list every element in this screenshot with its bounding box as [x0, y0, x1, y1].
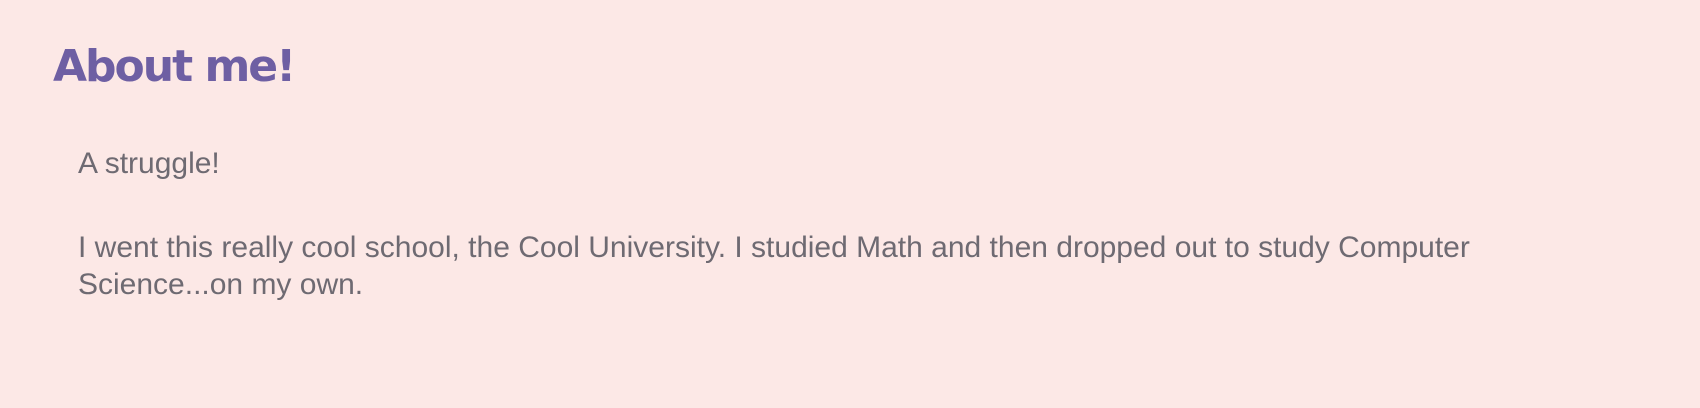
page-title: About me! — [53, 41, 295, 92]
about-tagline: A struggle! — [78, 147, 220, 180]
about-body — [78, 145, 1498, 303]
about-bio: I went this really cool school, the Cool University. I studied Math and then dropped out to study Computer Science...on my own. — [78, 231, 1470, 301]
